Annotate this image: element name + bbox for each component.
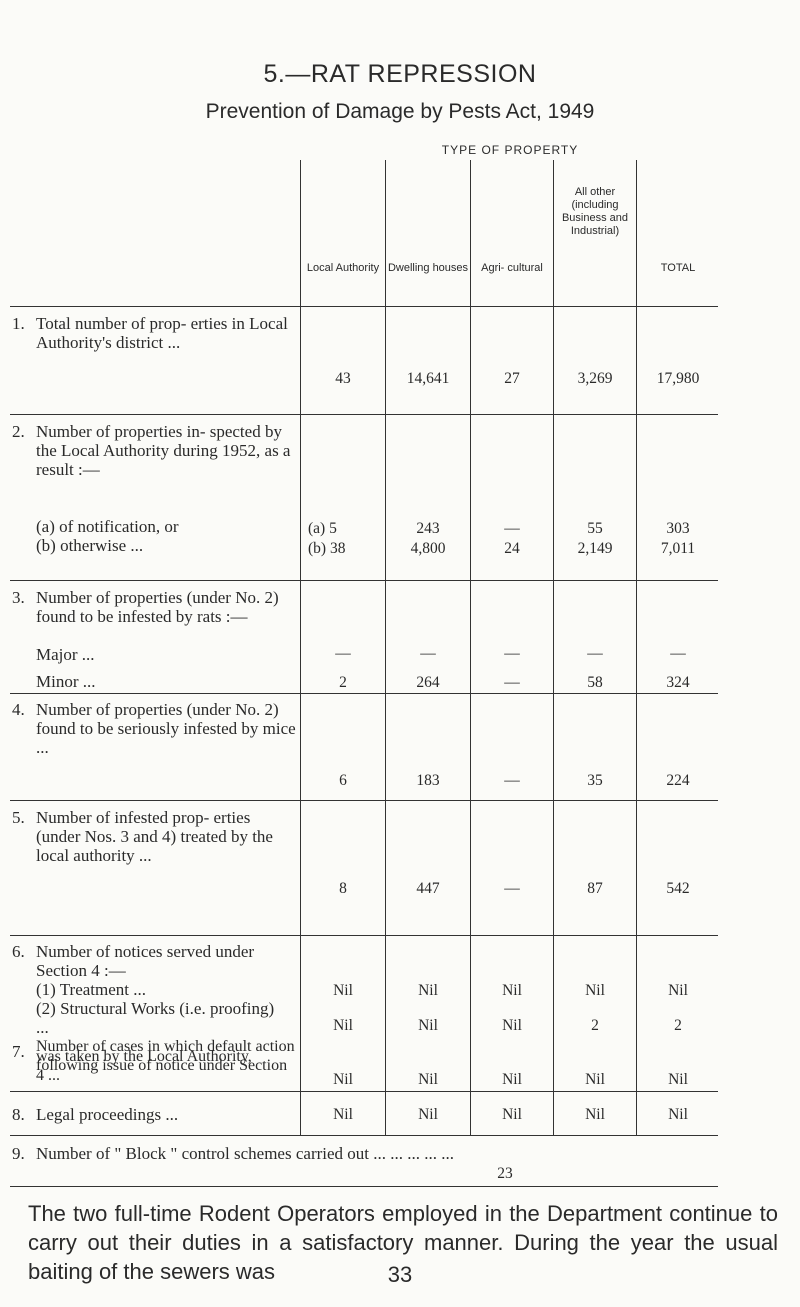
cell: 2: [674, 1017, 682, 1034]
cell: 324: [666, 674, 690, 691]
col-agricultural: Agri- cultural: [481, 262, 543, 274]
cell: 23: [497, 1165, 513, 1182]
cell: (b) 38: [308, 540, 346, 557]
cell: 2: [591, 1017, 599, 1034]
cell: Nil: [418, 1071, 438, 1088]
cell: 7,011: [660, 540, 696, 557]
cell: —: [504, 674, 520, 691]
cell: Nil: [502, 1106, 522, 1123]
row-divider: [10, 935, 718, 936]
cell: Nil: [668, 1071, 688, 1088]
cell: 224: [666, 772, 690, 789]
cell: 4,800: [410, 540, 446, 557]
row-number: 6.: [12, 942, 25, 961]
cell: Nil: [418, 1017, 438, 1034]
row-label: Total number of prop- erties in Local Authority's district ...: [36, 314, 288, 352]
cell: Nil: [585, 1071, 605, 1088]
row-label: Number of properties (under No. 2) found to be infested by rats :—: [36, 588, 279, 626]
cell: Nil: [502, 982, 522, 999]
cell: 8: [339, 880, 347, 897]
row-sublabel: (b) otherwise ...: [36, 536, 144, 555]
cell: 17,980: [656, 370, 700, 387]
page-number: 33: [387, 1262, 413, 1287]
cell: Nil: [333, 982, 353, 999]
row-number: 7.: [12, 1042, 25, 1061]
cell: 542: [666, 880, 690, 897]
row-sublabel: Major ...: [36, 645, 95, 664]
row-number: 4.: [12, 700, 25, 719]
cell: —: [504, 880, 520, 897]
cell: 2: [339, 674, 347, 691]
cell: —: [504, 645, 520, 662]
col-total: TOTAL: [660, 262, 696, 274]
cell: —: [670, 645, 686, 662]
cell: 24: [504, 540, 520, 557]
cell: Nil: [668, 982, 688, 999]
section-title: 5.—RAT REPRESSION: [263, 60, 537, 88]
cell: 58: [587, 674, 603, 691]
col-local-authority: Local Authority: [306, 262, 380, 274]
row-divider: [10, 1091, 718, 1092]
row-label: Number of infested prop- erties (under Nos. 3 and 4) treated by the local authority ...: [36, 808, 273, 865]
row-divider: [10, 1135, 718, 1136]
cell: 447: [416, 880, 440, 897]
row-divider: [10, 693, 718, 694]
cell: —: [335, 645, 351, 662]
col-all-other: All other (including Business and Industrial): [561, 186, 629, 237]
cell: 14,641: [406, 370, 450, 387]
cell: Nil: [585, 982, 605, 999]
body-paragraph: The two full-time Rodent Operators employed in the Department continue to carry out their duties in a satisfactory manner. During the year the usual baiting of the sewers was: [28, 1201, 778, 1284]
cell: (a) 5: [308, 520, 337, 537]
row-label: Number of cases in which default action was taken by the Local Authority, following issue of notice under Section 4 ...: [36, 1038, 295, 1084]
cell: 3,269: [577, 370, 613, 387]
cell: Nil: [418, 982, 438, 999]
row-sublabel: (2) Structural Works (i.e. proofing) ...: [36, 999, 275, 1037]
cell: —: [420, 645, 436, 662]
row-number: 8.: [12, 1105, 25, 1124]
cell: 6: [339, 772, 347, 789]
cell: Nil: [418, 1106, 438, 1123]
type-of-property-header: TYPE OF PROPERTY: [441, 143, 579, 157]
row-label: Number of " Block " control schemes carried out ... ... ... ... ...: [36, 1144, 455, 1163]
cell: Nil: [502, 1017, 522, 1034]
cell: Nil: [333, 1071, 353, 1088]
cell: 2,149: [577, 540, 613, 557]
row-label: Number of properties (under No. 2) found to be seriously infested by mice ...: [36, 700, 296, 757]
row-number: 9.: [12, 1144, 25, 1163]
act-title: Prevention of Damage by Pests Act, 1949: [205, 100, 595, 123]
row-label: Number of properties in- spected by the Local Authority during 1952, as a result :—: [36, 422, 291, 479]
row-label: Legal proceedings ...: [36, 1105, 179, 1124]
row-sublabel: (1) Treatment ...: [36, 980, 147, 999]
cell: 243: [416, 520, 440, 537]
row-divider: [10, 800, 718, 801]
row-divider: [10, 580, 718, 581]
cell: Nil: [333, 1017, 353, 1034]
cell: Nil: [668, 1106, 688, 1123]
cell: Nil: [585, 1106, 605, 1123]
row-divider: [10, 1186, 718, 1187]
col-dwelling-houses: Dwelling houses: [387, 262, 469, 274]
cell: 303: [666, 520, 690, 537]
cell: 27: [504, 370, 520, 387]
cell: 43: [335, 370, 351, 387]
row-number: 2.: [12, 422, 25, 441]
cell: Nil: [502, 1071, 522, 1088]
cell: 87: [587, 880, 603, 897]
row-divider: [10, 414, 718, 415]
cell: 264: [416, 674, 440, 691]
row-divider: [10, 306, 718, 307]
row-sublabel: (a) of notification, or: [36, 517, 179, 536]
row-label: Number of notices served under Section 4 :—: [36, 942, 255, 980]
cell: —: [587, 645, 603, 662]
row-sublabel: Minor ...: [36, 672, 96, 691]
row-number: 3.: [12, 588, 25, 607]
cell: —: [504, 520, 520, 537]
row-number: 5.: [12, 808, 25, 827]
cell: —: [504, 772, 520, 789]
cell: Nil: [333, 1106, 353, 1123]
cell: 35: [587, 772, 603, 789]
cell: 55: [587, 520, 603, 537]
row-number: 1.: [12, 314, 25, 333]
cell: 183: [416, 772, 440, 789]
